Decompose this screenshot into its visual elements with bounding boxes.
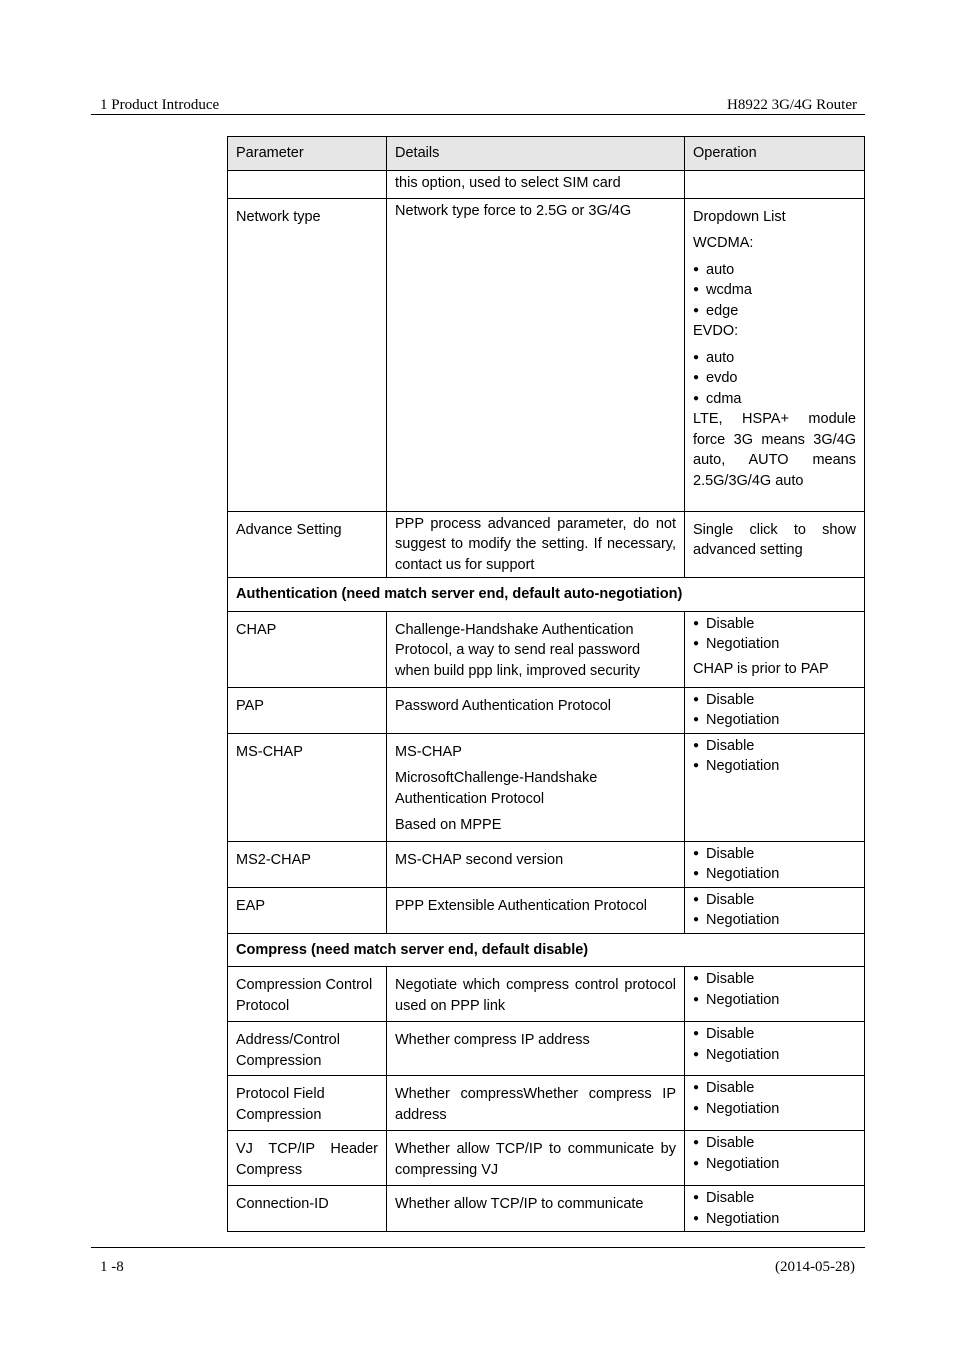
option-list (693, 614, 856, 655)
param-cell: Advance Setting (228, 511, 387, 578)
table-row (228, 1131, 865, 1186)
operation-cell (685, 687, 865, 733)
table-row (228, 733, 865, 841)
list-item: ● Disable (693, 690, 856, 711)
details-cell: Whether allow TCP/IP to communicate by compressing VJ (387, 1131, 685, 1186)
param-cell: EAP (228, 887, 387, 933)
details-cell: PPP Extensible Authentication Protocol (387, 887, 685, 933)
param-cell (228, 170, 387, 198)
header-rule (91, 114, 865, 115)
option-list (693, 1188, 856, 1229)
details-cell: Network type force to 2.5G or 3G/4G (387, 198, 685, 511)
table-row (228, 967, 865, 1022)
table-row (228, 511, 865, 578)
param-cell: Connection-ID (228, 1186, 387, 1232)
details-cell: PPP process advanced parameter, do not suggest to modify the setting. If necessary, contact us for support (387, 511, 685, 578)
column-header: Details (387, 137, 685, 171)
param-cell: Network type (228, 198, 387, 511)
details-text: Based on MPPE (395, 817, 502, 833)
option-list (693, 844, 856, 885)
list-item: ● auto (693, 348, 856, 369)
param-cell: Compression Control Protocol (228, 967, 387, 1022)
table-row (228, 841, 865, 887)
details-cell: Whether allow TCP/IP to communicate (387, 1186, 685, 1232)
option-list (693, 969, 856, 1010)
list-item: ● Disable (693, 1188, 856, 1209)
table-row (228, 887, 865, 933)
list-item: ● Negotiation (693, 710, 856, 731)
list-item: ● Negotiation (693, 1045, 856, 1066)
list-item: ● cdma (693, 389, 856, 410)
list-item: ● Negotiation (693, 756, 856, 777)
operation-cell (685, 170, 865, 198)
details-cell: Whether compressWhether compress IP address (387, 1076, 685, 1131)
list-item: ● Disable (693, 1078, 856, 1099)
list-item: ● Negotiation (693, 990, 856, 1011)
list-item: ● Negotiation (693, 910, 856, 931)
list-item: ● wcdma (693, 280, 856, 301)
param-cell: Protocol Field Compression (228, 1076, 387, 1131)
operation-note: CHAP is prior to PAP (693, 660, 829, 677)
list-item: ● Disable (693, 1133, 856, 1154)
table-row (228, 170, 865, 198)
list-item: ● Disable (693, 844, 856, 865)
param-cell: MS2-CHAP (228, 841, 387, 887)
option-list (693, 890, 856, 931)
operation-cell: Single click to show advanced setting (685, 511, 865, 578)
option-list (693, 1133, 856, 1174)
details-cell: Negotiate which compress control protocol used on PPP link (387, 967, 685, 1022)
table-row (228, 687, 865, 733)
list-item: ● Disable (693, 736, 856, 757)
operation-cell (685, 611, 865, 687)
section-row (228, 578, 865, 612)
page-number: 1 -8 (100, 1259, 124, 1275)
operation-cell (685, 733, 865, 841)
param-cell: CHAP (228, 611, 387, 687)
operation-cell (685, 841, 865, 887)
option-list (693, 736, 856, 777)
section-heading: Authentication (need match server end, default auto-negotiation) (228, 578, 865, 612)
operation-cell (685, 198, 865, 511)
operation-cell (685, 1131, 865, 1186)
table-header-row (228, 137, 865, 171)
list-item: ● Disable (693, 969, 856, 990)
list-item: ● auto (693, 260, 856, 281)
table-row (228, 1186, 865, 1232)
list-item: ● Negotiation (693, 1209, 856, 1230)
param-cell: MS-CHAP (228, 733, 387, 841)
param-cell: Address/Control Compression (228, 1022, 387, 1076)
operation-note: LTE, HSPA+ module force 3G means 3G/4G auto, AUTO means 2.5G/3G/4G auto (693, 411, 856, 489)
option-list (693, 690, 856, 731)
details-cell: this option, used to select SIM card (387, 170, 685, 198)
details-cell: Whether compress IP address (387, 1022, 685, 1076)
footer-rule (91, 1247, 865, 1248)
list-item: ● evdo (693, 368, 856, 389)
list-item: ● Negotiation (693, 864, 856, 885)
details-cell: MS-CHAP second version (387, 841, 685, 887)
section-row (228, 933, 865, 967)
param-cell: VJ TCP/IP Header Compress (228, 1131, 387, 1186)
operation-text: EVDO: (693, 323, 739, 339)
details-text: MicrosoftChallenge-Handshake Authentication Protocol (395, 770, 598, 807)
operation-cell (685, 1022, 865, 1076)
parameter-table (227, 136, 865, 1232)
details-cell (387, 733, 685, 841)
header-product-name: H8922 3G/4G Router (727, 97, 857, 113)
list-item: ● Disable (693, 614, 856, 635)
document-date: (2014-05-28) (775, 1259, 855, 1275)
option-list (693, 1078, 856, 1119)
param-cell: PAP (228, 687, 387, 733)
column-header: Operation (685, 137, 865, 171)
column-header: Parameter (228, 137, 387, 171)
list-item: ● Disable (693, 890, 856, 911)
list-item: ● Negotiation (693, 1154, 856, 1175)
list-item: ● Negotiation (693, 634, 856, 655)
operation-text: WCDMA: (693, 235, 754, 251)
table-row (228, 611, 865, 687)
details-text: MS-CHAP (395, 743, 462, 760)
operation-cell (685, 1076, 865, 1131)
header-chapter-title: 1 Product Introduce (100, 97, 220, 113)
option-list (693, 1024, 856, 1065)
operation-cell (685, 967, 865, 1022)
table-row (228, 1076, 865, 1131)
details-cell: Challenge-Handshake Authentication Protocol, a way to send real password when build ppp link, improved security (387, 611, 685, 687)
list-item: ● Disable (693, 1024, 856, 1045)
operation-text: Dropdown List (693, 208, 786, 225)
details-cell: Password Authentication Protocol (387, 687, 685, 733)
operation-cell (685, 887, 865, 933)
list-item: ● Negotiation (693, 1099, 856, 1120)
option-list (693, 348, 856, 410)
table-row (228, 198, 865, 511)
list-item: ● edge (693, 301, 856, 322)
operation-cell (685, 1186, 865, 1232)
table-row (228, 1022, 865, 1076)
option-list (693, 260, 856, 322)
section-heading: Compress (need match server end, default disable) (228, 933, 865, 967)
